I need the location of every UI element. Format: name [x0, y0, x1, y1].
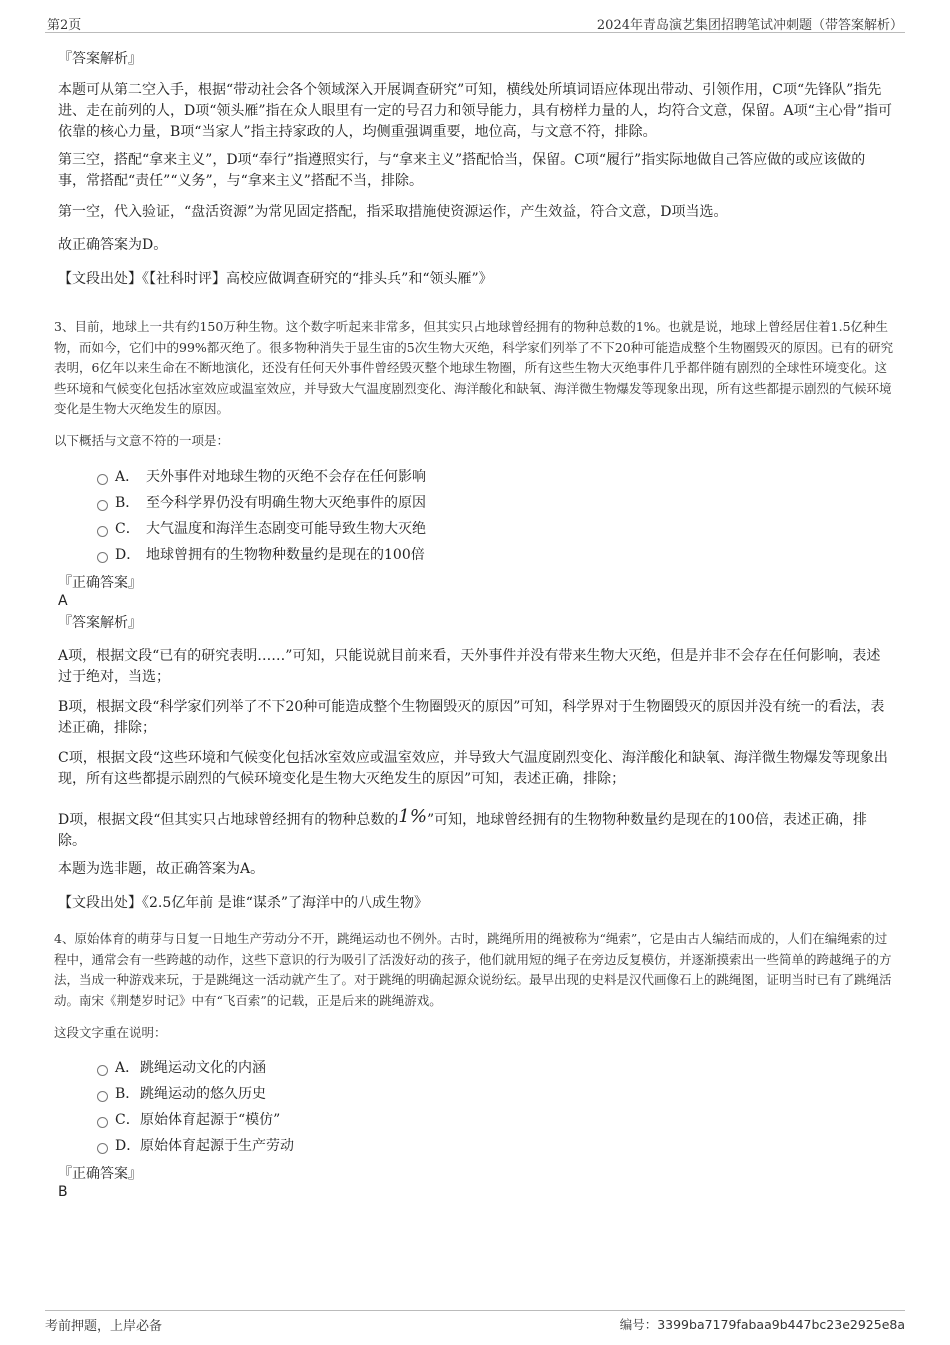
- radio-icon[interactable]: [97, 474, 108, 485]
- document-title: 2024年青岛演艺集团招聘笔试冲刺题（带答案解析）: [596, 18, 903, 33]
- q3-answer: A: [58, 593, 68, 609]
- q3-question: 以下概括与文意不符的一项是：: [54, 433, 230, 448]
- document-id: 编号：3399ba7179fabaa9b447bc23e2925e8a: [619, 1317, 905, 1332]
- footer-slogan: 考前押题，上岸必备: [45, 1319, 163, 1334]
- radio-icon[interactable]: [97, 552, 108, 563]
- percent-formula: 1%: [398, 806, 427, 827]
- q3-analysis-c: C项，根据文段“这些环境和气候变化包括冰室效应或温室效应，并导致大气温度剧烈变化、海洋酸化和缺氧、海洋微生物爆发等现象出现，所有这些都提示剧烈的气候环境变化是生物大灭绝发生的原因”可知，表述正确，排除；: [58, 750, 888, 787]
- radio-icon[interactable]: [97, 1065, 108, 1076]
- q4-question: 这段文字重在说明：: [54, 1025, 167, 1040]
- q2-analysis-label: 『答案解析』: [58, 51, 142, 67]
- radio-icon[interactable]: [97, 1143, 108, 1154]
- q2-analysis-paragraph-2: 第三空，搭配“拿来主义”，D项“奉行”指遵照实行，与“拿来主义”搭配恰当，保留。C项“履行”指实际地做自己答应做的或应该做的事，常搭配“责任”“义务”，与“拿来主义”搭配不当，排除。: [58, 152, 866, 189]
- q3-conclusion: 本题为选非题，故正确答案为A。: [58, 861, 265, 877]
- radio-icon[interactable]: [97, 500, 108, 511]
- q3-analysis-d: D项，根据文段“但其实只占地球曾经拥有的物种总数的1%”可知，地球曾经拥有的生物物种数量约是现在的100倍，表述正确，排除。: [58, 806, 867, 849]
- q3-analysis-a: A项，根据文段“已有的研究表明……”可知，只能说就目前来看，天外事件并没有带来生物大灭绝，但是并非不会存在任何影响，表述过于绝对，当选；: [58, 648, 881, 685]
- q3-passage: 3、目前，地球上一共有约150万种生物。这个数字听起来非常多，但其实只占地球曾经拥有的物种总数的1%。也就是说，地球上曾经居住着1.5亿种生物，而如今，它们中的99%都灭绝了。很多物种消失于显生宙的5次生物大灭绝，科学家们列举了不下20种可能造成整个生物圈毁灭的原因。已有的研究表明，6亿年以来生命在不断地演化，还没有任何天外事件曾经毁灭整个地球生物圈，所有这些生物大灭绝事件几乎都伴随有剧烈的全球性环境变化。这些环境和气候变化包括冰室效应或温室效应，并导致大气温度剧烈变化、海洋酸化和缺氧、海洋微生物爆发等现象出现，所有这些都提示剧烈的气候环境变化是生物大灭绝发生的原因。: [54, 319, 894, 416]
- q2-source: 【文段出处】《【社科时评】高校应做调查研究的“排头兵”和“领头雁”》: [58, 271, 493, 287]
- page-header: [45, 12, 905, 33]
- q4-answer: B: [58, 1184, 68, 1200]
- q4-passage: 4、原始体育的萌芽与日复一日地生产劳动分不开，跳绳运动也不例外。古时，跳绳所用的绳被称为“绳索”，它是由古人编结而成的，人们在编绳索的过程中，通常会有一些跨越的动作，这些下意识的行为吸引了活泼好动的孩子，他们就用短的绳子在旁边反复模仿，并逐渐摸索出一些简单的跨越绳子的方法，当成一种游戏来玩，于是跳绳这一活动就产生了。对于跳绳的明确起源众说纷纭。最早出现的史料是汉代画像石上的跳绳图，证明当时已有了跳绳活动。南宋《荆楚岁时记》中有“飞百索”的记载，正是后来的跳绳游戏。: [54, 931, 892, 1008]
- q2-analysis-paragraph-3: 第一空，代入验证，“盘活资源”为常见固定搭配，指采取措施使资源运作，产生效益，符合文意，D项当选。: [58, 204, 728, 220]
- q2-conclusion: 故正确答案为D。: [58, 237, 168, 253]
- q2-analysis-paragraph-1: 本题可从第二空入手，根据“带动社会各个领域深入开展调查研究”可知，横线处所填词语应体现出带动、引领作用，C项“先锋队”指先进、走在前列的人，D项“领头雁”指在众人眼里有一定的号召力和领导能力，具有榜样力量的人，均符合文意，保留。A项“主心骨”指可依靠的核心力量，B项“当家人”指主持家政的人，均侧重强调重要，地位高，与文意不符，排除。: [58, 82, 892, 140]
- q3-analysis-label: 『答案解析』: [58, 615, 142, 631]
- q3-source: 【文段出处】《2.5亿年前 是谁“谋杀”了海洋中的八成生物》: [58, 895, 429, 911]
- q3-analysis-b: B项，根据文段“科学家们列举了不下20种可能造成整个生物圈毁灭的原因”可知，科学界对于生物圈毁灭的原因并没有统一的看法，表述正确，排除；: [58, 699, 885, 736]
- radio-icon[interactable]: [97, 1091, 108, 1102]
- page-number: 第2页: [47, 18, 82, 33]
- radio-icon[interactable]: [97, 1117, 108, 1128]
- q3-answer-label: 『正确答案』: [58, 575, 142, 591]
- q4-answer-label: 『正确答案』: [58, 1166, 142, 1182]
- radio-icon[interactable]: [97, 526, 108, 537]
- page-footer: [45, 1310, 905, 1334]
